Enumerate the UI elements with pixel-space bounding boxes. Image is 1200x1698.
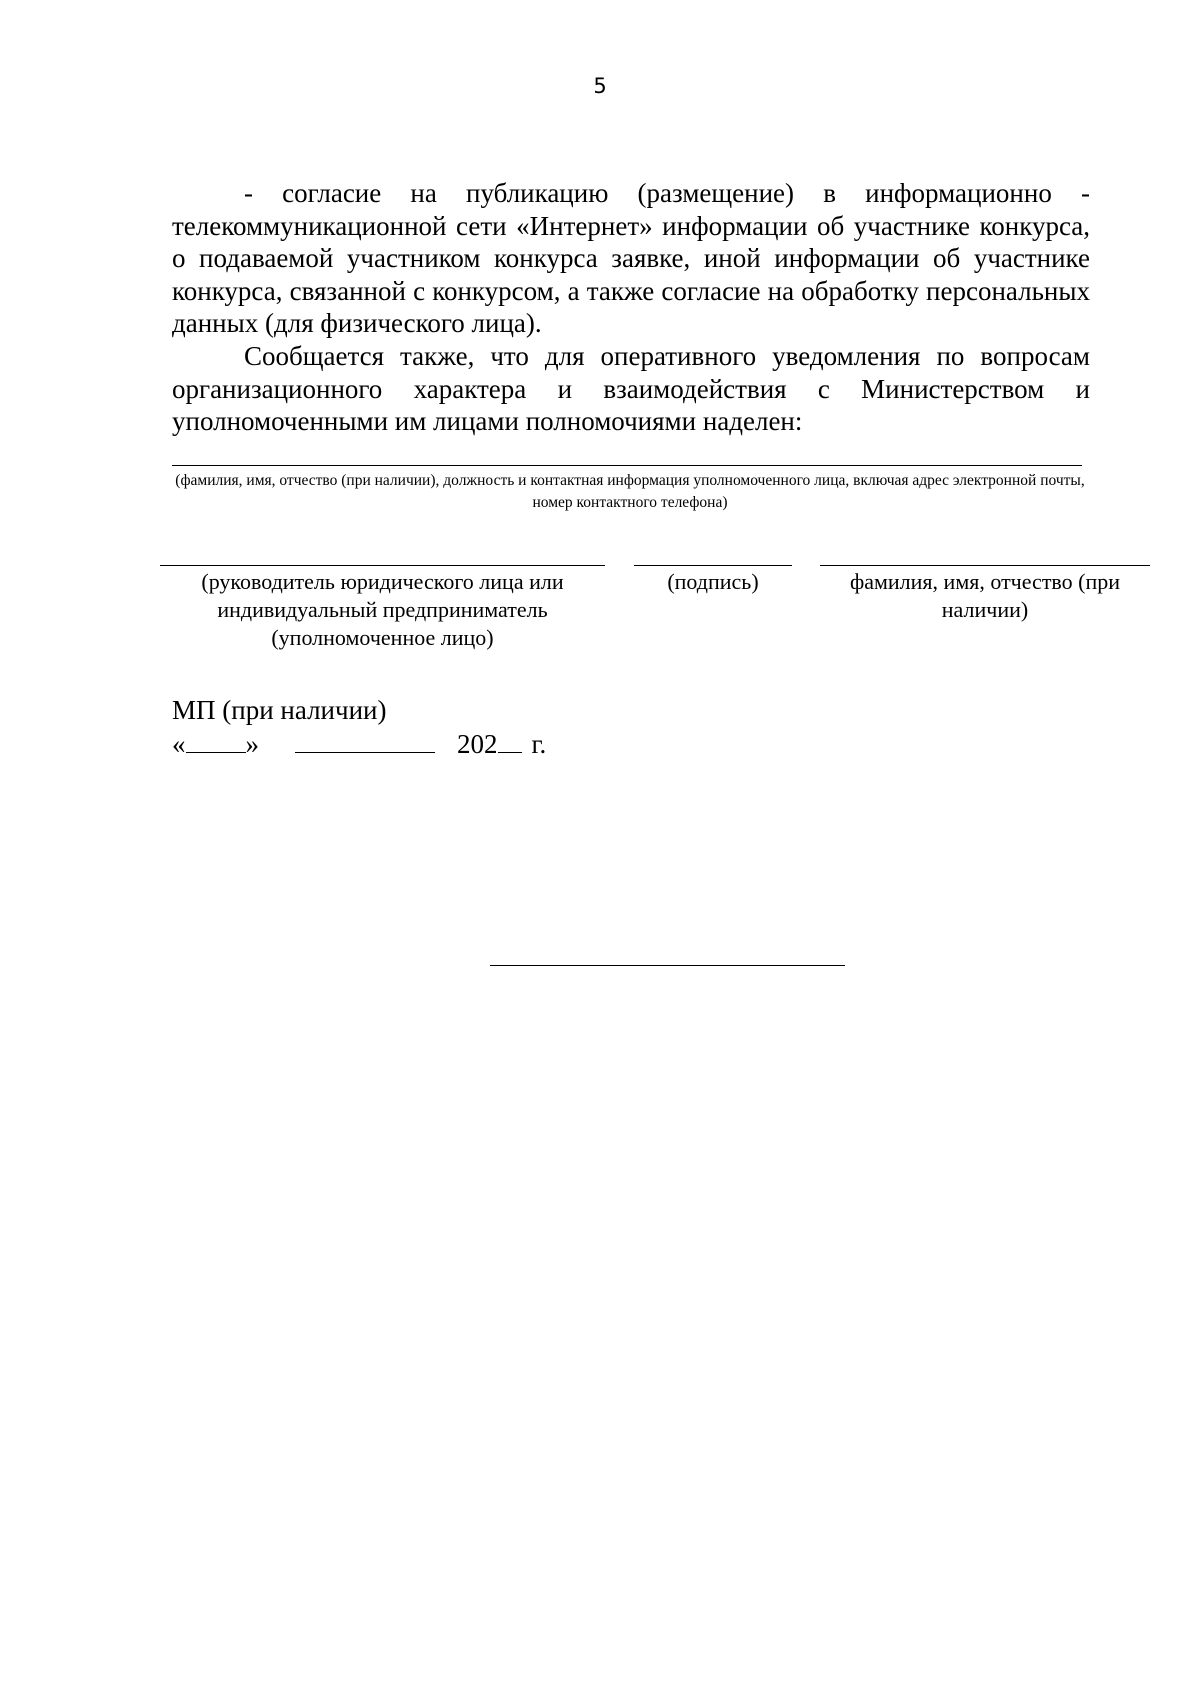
- year-suffix: г.: [531, 729, 547, 759]
- page-number: 5: [593, 74, 607, 98]
- representative-line: [172, 465, 1082, 466]
- name-signature-line: [820, 565, 1150, 566]
- signature-line: [634, 565, 792, 566]
- month-blank: [295, 728, 435, 753]
- date-line: [172, 728, 546, 760]
- closing-line: [490, 965, 845, 966]
- position-signature-line: [160, 565, 605, 566]
- year-prefix: 202: [457, 729, 498, 759]
- date-open-quote: «: [172, 729, 186, 759]
- consent-paragraph: [172, 177, 1090, 340]
- name-caption: фамилия, имя, отчество (при наличии): [849, 569, 1121, 622]
- contact-text: Сообщается также, что для оперативного уведомления по вопросам организационного характера и взаимодействия с Министерством и уполномоченными им лицами полномочиями наделен:: [172, 341, 1090, 436]
- contact-paragraph: [172, 340, 1090, 438]
- signature-caption: (подпись): [667, 569, 759, 594]
- day-blank: [186, 728, 246, 753]
- stamp-label: МП (при наличии): [172, 695, 387, 725]
- year-blank: [498, 728, 522, 753]
- date-close-quote: »: [245, 729, 259, 759]
- representative-caption: (фамилия, имя, отчество (при наличии), должность и контактная информация уполномоченного лица, включая адрес электронной почты, номер контактного телефона): [175, 472, 1085, 511]
- position-caption: (руководитель юридического лица или индивидуальный предприниматель (уполномоченное лицо): [201, 569, 564, 650]
- consent-text: - согласие на публикацию (размещение) в информационно - телекоммуникационной сети «Интернет» информации об участнике конкурса, о подаваемой участником конкурса заявке, иной информации об участнике конкурса, связанной с конкурсом, а также согласие на обработку персональных данных (для физического лица).: [172, 178, 1090, 338]
